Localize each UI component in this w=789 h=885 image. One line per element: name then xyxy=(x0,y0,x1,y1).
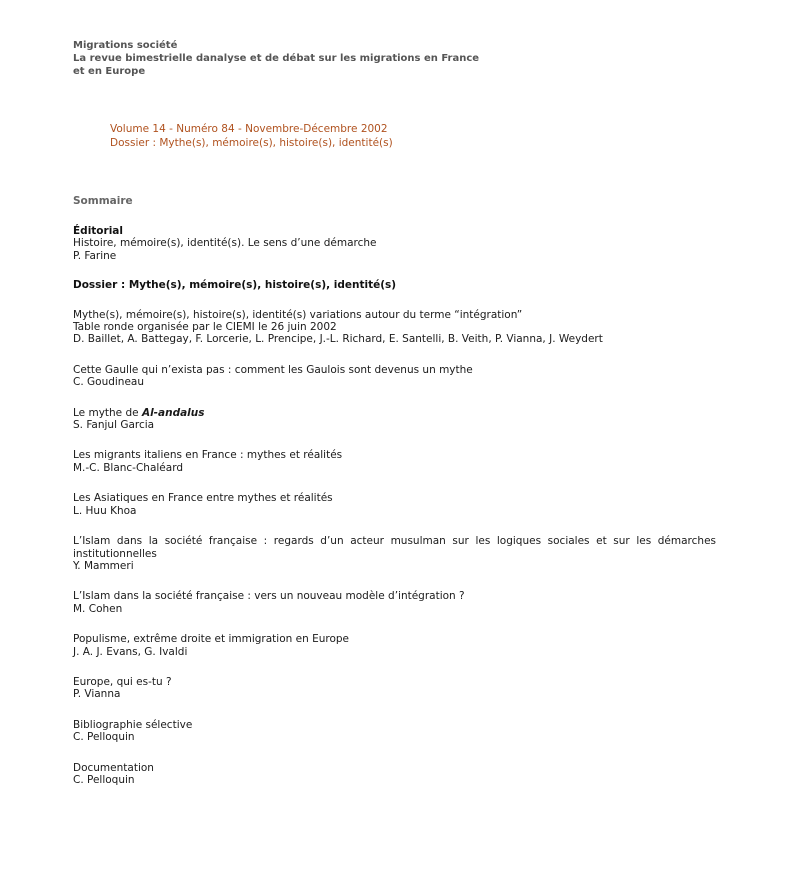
entry-authors: C. Pelloquin xyxy=(73,773,135,786)
toc-entry xyxy=(73,719,716,744)
dossier-heading: Dossier : Mythe(s), mémoire(s), histoire(s), identité(s) xyxy=(73,279,397,292)
dossier-section-heading xyxy=(73,279,716,291)
entry-title: Documentation xyxy=(73,761,154,774)
toc-entry xyxy=(73,449,716,474)
toc-entry xyxy=(73,364,716,389)
entry-title: Europe, qui es-tu ? xyxy=(73,675,172,688)
entry-title: Cette Gaulle qui n’exista pas : comment les Gaulois sont devenus un mythe xyxy=(73,363,473,376)
entry-title: Populisme, extrême droite et immigration en Europe xyxy=(73,633,350,646)
toc-entry xyxy=(73,535,716,572)
entry-authors: S. Fanjul Garcia xyxy=(73,419,155,432)
journal-subtitle-line1: La revue bimestrielle danalyse et de débat sur les migrations en France xyxy=(73,53,480,64)
issue-dossier: Dossier : Mythe(s), mémoire(s), histoire(s), identité(s) xyxy=(110,136,393,149)
entry-authors: J. A. J. Evans, G. Ivaldi xyxy=(73,645,188,658)
entry-title: Les Asiatiques en France entre mythes et réalités xyxy=(73,492,333,505)
journal-header xyxy=(73,39,513,78)
entry-authors: M.-C. Blanc-Chaléard xyxy=(73,461,183,474)
entry-title xyxy=(73,407,716,419)
toc-entry xyxy=(73,407,716,432)
entry-authors: P. Vianna xyxy=(73,688,121,701)
entry-authors: D. Baillet, A. Battegay, F. Lorcerie, L. Prencipe, J.-L. Richard, E. Santelli, B. Veith, P. Vianna, J. Weydert xyxy=(73,333,603,346)
issue-info xyxy=(110,123,393,150)
sommaire-heading: Sommaire xyxy=(73,195,133,207)
entry-title: Mythe(s), mémoire(s), histoire(s), identité(s) variations autour du terme “intégration” xyxy=(73,308,523,321)
toc-entry xyxy=(73,492,716,517)
toc-entry xyxy=(73,590,716,615)
entry-title-prefix: Le mythe de xyxy=(73,406,142,419)
journal-subtitle-line2: et en Europe xyxy=(73,66,146,77)
entry-authors: Y. Mammeri xyxy=(73,559,134,572)
journal-title: Migrations société xyxy=(73,40,178,51)
entry-title: L’Islam dans la société française : regards d’un acteur musulman sur les logiques sociales et sur les démarches institutionnelles xyxy=(73,535,716,560)
editorial-section xyxy=(73,225,716,262)
editorial-authors: P. Farine xyxy=(73,249,117,262)
entry-authors: C. Pelloquin xyxy=(73,731,135,744)
entry-title-emphasis: Al-andalus xyxy=(141,406,205,419)
entry-authors: L. Huu Khoa xyxy=(73,504,137,517)
entry-authors: C. Goudineau xyxy=(73,376,145,389)
toc-entry xyxy=(73,676,716,701)
entry-subtitle: Table ronde organisée par le CIEMI le 26 juin 2002 xyxy=(73,321,337,334)
entry-authors: M. Cohen xyxy=(73,602,123,615)
editorial-heading: Éditorial xyxy=(73,225,123,237)
entry-title: Les migrants italiens en France : mythes et réalités xyxy=(73,449,343,462)
entry-title: Bibliographie sélective xyxy=(73,718,193,731)
toc-entry xyxy=(73,309,716,346)
issue-volume: Volume 14 - Numéro 84 - Novembre-Décembre 2002 xyxy=(110,123,388,135)
entry-title: L’Islam dans la société française : vers un nouveau modèle d’intégration ? xyxy=(73,590,465,603)
toc-entry xyxy=(73,762,716,787)
table-of-contents xyxy=(73,225,716,786)
editorial-title: Histoire, mémoire(s), identité(s). Le sens d’une démarche xyxy=(73,237,377,250)
toc-entry xyxy=(73,633,716,658)
